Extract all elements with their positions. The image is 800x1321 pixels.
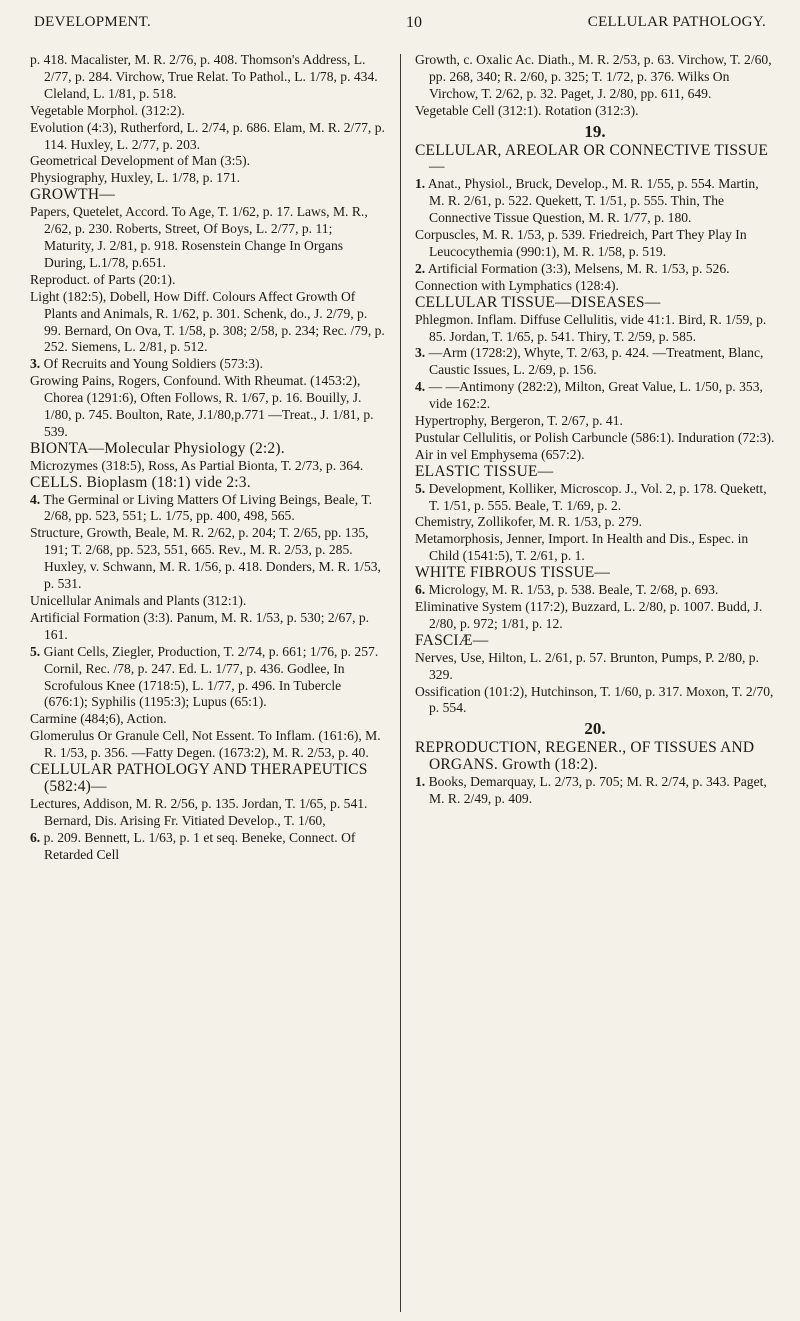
index-entry: [415, 52, 775, 103]
entry-text: Papers, Quetelet, Accord. To Age, T. 1/62, p. 17. Laws, M. R., 2/62, p. 230. Roberts, Street, Of Boys, L. 2/77, p. 11; Maturity, J. 2/81, p. 918. Rosenstein Change In Organs During, L.1/78, p.651.: [30, 204, 368, 270]
index-heading: CELLS. Bioplasm (18:1) vide 2:3.: [30, 473, 251, 491]
entry-text: Metamorphosis, Jenner, Import. In Health and Dis., Espec. in Child (1541:5), T. 2/61, p. 1.: [415, 531, 749, 564]
index-entry: [415, 447, 775, 464]
section-number: 20.: [584, 719, 606, 739]
entry-text: Unicellular Animals and Plants (312:1).: [30, 593, 247, 608]
entry-text: Evolution (4:3), Rutherford, L. 2/74, p. 686. Elam, M. R. 2/77, p. 114. Huxley, L. 2/77, p. 203.: [30, 119, 385, 152]
index-heading: CELLULAR, AREOLAR OR CONNECTIVE TISSUE—: [415, 141, 769, 176]
entry-marker: 5.: [30, 643, 41, 659]
index-heading: WHITE FIBROUS TISSUE—: [415, 564, 611, 582]
entry-text: Chemistry, Zollikofer, M. R. 1/53, p. 279.: [415, 514, 643, 530]
index-entry: [30, 711, 385, 728]
index-heading: GROWTH—: [30, 186, 115, 204]
entry-text: —Arm (1728:2), Whyte, T. 2/63, p. 424. —Treatment, Blanc, Caustic Issues, L. 2/69, p. 156.: [428, 345, 764, 378]
index-entry: [30, 153, 385, 170]
index-entry: [30, 120, 385, 154]
entry-marker: 5.: [415, 480, 426, 496]
index-entry: [415, 312, 775, 346]
index-entry: [415, 176, 775, 227]
entry-text: Connection with Lymphatics (128:4).: [415, 277, 619, 293]
entry-text: Geometrical Development of Man (3:5).: [30, 153, 251, 169]
entry-text: Lectures, Addison, M. R. 2/56, p. 135. Jordan, T. 1/65, p. 541. Bernard, Dis. Arising Fr. Vitiated Develop., T. 1/60,: [30, 795, 368, 828]
index-entry: [30, 728, 385, 762]
header-left: DEVELOPMENT.: [34, 14, 152, 30]
index-entry: [415, 684, 775, 718]
index-entry: [415, 261, 775, 278]
index-entry: [415, 582, 775, 599]
index-entry: [415, 103, 775, 120]
index-entry: [415, 531, 775, 565]
index-entry: [30, 170, 385, 187]
index-entry: [415, 413, 775, 430]
index-entry: [30, 796, 385, 830]
entry-text: Growing Pains, Rogers, Confound. With Rheumat. (1453:2), Chorea (1291:6), Often Follows, R. 1/67, p. 16. Bouilly, J. 1/80, p. 745. Boulton, Rate, J.1/80,p.771 —Treat., J. 1/81, p. 539.: [30, 373, 374, 439]
index-entry: [30, 830, 385, 864]
entry-text: — —Antimony (282:2), Milton, Great Value, L. 1/50, p. 353, vide 162:2.: [428, 379, 763, 412]
entry-text: Pustular Cellulitis, or Polish Carbuncle (586:1). Induration (72:3).: [415, 429, 775, 445]
entry-marker: 6.: [415, 582, 426, 598]
entry-text: Hypertrophy, Bergeron, T. 2/67, p. 41.: [415, 413, 623, 429]
entry-text: Growth, c. Oxalic Ac. Diath., M. R. 2/53, p. 63. Virchow, T. 2/60, pp. 268, 340; R. 2/60, p. 325; T. 1/72, p. 376. Wilks On Virchow, T. 2/62, p. 32. Paget, J. 2/80, pp. 611, 649.: [415, 52, 772, 101]
header-right: CELLULAR PATHOLOGY.: [587, 14, 766, 30]
entry-text: Books, Demarquay, L. 2/73, p. 705; M. R. 2/74, p. 343. Paget, M. R. 2/49, p. 409.: [428, 774, 767, 806]
entry-text: p. 418. Macalister, M. R. 2/76, p. 408. Thomson's Address, L. 2/77, p. 284. Virchow, True Relat. To Pathol., L. 1/78, p. 434. Cleland, L. 1/81, p. 518.: [30, 52, 378, 101]
index-entry: [30, 289, 385, 357]
index-entry: [30, 103, 385, 120]
right-column: [415, 52, 775, 808]
entry-text: Phlegmon. Inflam. Diffuse Cellulitis, vide 41:1. Bird, R. 1/59, p. 85. Jordan, T. 1/65, p. 541. Thiry, T. 2/59, p. 585.: [415, 311, 767, 344]
entry-text: Development, Kolliker, Microscop. J., Vol. 2, p. 178. Quekett, T. 1/51, p. 555. Beale, T. 1/69, p. 2.: [428, 480, 767, 513]
index-heading: REPRODUCTION, REGENER., OF TISSUES AND ORGANS. Growth (18:2).: [415, 739, 755, 774]
entry-text: Of Recruits and Young Soldiers (573:3).: [43, 356, 263, 372]
index-heading: ELASTIC TISSUE—: [415, 462, 554, 480]
entry-marker: 6.: [30, 829, 41, 845]
index-entry: [30, 52, 385, 103]
index-heading: CELLULAR TISSUE—DISEASES—: [415, 293, 661, 311]
running-header: [34, 14, 766, 36]
index-entry: [30, 272, 385, 289]
index-heading: CELLULAR PATHOLOGY AND THERAPEUTICS (582:4)—: [30, 761, 368, 795]
index-heading: BIONTA—Molecular Physiology (2:2).: [30, 439, 285, 457]
entry-text: Eliminative System (117:2), Buzzard, L. 2/80, p. 1007. Budd, J. 2/80, p. 972; 1/81, p. 12.: [415, 599, 763, 631]
entry-text: Structure, Growth, Beale, M. R. 2/62, p. 204; T. 2/65, pp. 135, 191; T. 2/68, pp. 523, 551, 665. Rev., M. R. 2/53, p. 285. Huxley, v. Schwann, M. R. 1/56, p. 418. Donders, M. R. 1/53, p. 531.: [30, 525, 381, 592]
index-entry: [415, 379, 775, 413]
entry-marker: 4.: [30, 491, 41, 507]
index-entry: [415, 227, 775, 261]
index-entry: [30, 492, 385, 526]
index-entry: [415, 278, 775, 295]
entry-text: The Germinal or Living Matters Of Living Beings, Beale, T. 2/68, pp. 523, 551; L. 1/75, pp. 400, 498, 565.: [43, 491, 373, 524]
entry-marker: 3.: [30, 356, 41, 372]
index-entry: [415, 481, 775, 515]
section-number: 19.: [584, 121, 606, 141]
entry-text: Giant Cells, Ziegler, Production, T. 2/74, p. 661; 1/76, p. 257. Cornil, Rec. /78, p. 247. Ed. L. 1/77, p. 436. Godlee, In Scrofulous Knee (1718:5), L. 1/77, p. 496. In Tubercle (676:1); Syphilis (1195:3); Lupus (65:1).: [43, 643, 379, 710]
entry-text: Vegetable Morphol. (312:2).: [30, 102, 185, 118]
index-entry: [415, 599, 775, 633]
entry-text: Microzymes (318:5), Ross, As Partial Bionta, T. 2/73, p. 364.: [30, 457, 364, 473]
entry-text: Reproduct. of Parts (20:1).: [30, 271, 176, 287]
index-entry: [30, 593, 385, 610]
entry-marker: 2.: [415, 260, 426, 276]
index-entry: [415, 774, 775, 808]
entry-text: Anat., Physiol., Bruck, Develop., M. R. 1/55, p. 554. Martin, M. R. 2/61, p. 522. Quekett, T. 1/51, p. 555. Thin, The Connective Tissue Question, M. R. 1/77, p. 180.: [427, 176, 759, 226]
index-entry: [30, 525, 385, 593]
entry-text: Artificial Formation (3:3). Panum, M. R. 1/53, p. 530; 2/67, p. 161.: [30, 609, 370, 642]
page-number: 10: [406, 14, 422, 31]
index-entry: [415, 514, 775, 531]
entry-marker: 4.: [415, 379, 426, 395]
index-entry: [30, 356, 385, 373]
index-entry: [30, 610, 385, 644]
entry-text: Light (182:5), Dobell, How Diff. Colours Affect Growth Of Plants and Animals, R. 1/62, p. 301. Schenk, do., J. 2/79, p. 99. Bernard, On Ova, T. 1/58, p. 308; 2/58, p. 234; Rec. /79, p. 252. Siemens, L. 2/81, p. 512.: [30, 288, 385, 355]
index-entry: [30, 373, 385, 441]
entry-text: Air in vel Emphysema (657:2).: [415, 446, 585, 462]
entry-marker: 3.: [415, 345, 426, 361]
index-entry: [415, 430, 775, 447]
entry-text: Micrology, M. R. 1/53, p. 538. Beale, T. 2/68, p. 693.: [428, 582, 719, 598]
entry-text: Ossification (101:2), Hutchinson, T. 1/60, p. 317. Moxon, T. 2/70, p. 554.: [415, 683, 774, 716]
index-entry: [415, 345, 775, 379]
entry-text: Artificial Formation (3:3), Melsens, M. R. 1/53, p. 526.: [427, 260, 730, 276]
index-entry: [415, 650, 775, 684]
index-entry: [30, 204, 385, 272]
entry-text: Carmine (484;6), Action.: [30, 711, 167, 727]
entry-text: Glomerulus Or Granule Cell, Not Essent. To Inflam. (161:6), M. R. 1/53, p. 356. —Fatty Degen. (1673:2), M. R. 2/53, p. 40.: [30, 728, 381, 761]
index-entry: [30, 644, 385, 712]
entry-text: p. 209. Bennett, L. 1/63, p. 1 et seq. Beneke, Connect. Of Retarded Cell: [43, 829, 356, 862]
entry-text: Nerves, Use, Hilton, L. 2/61, p. 57. Brunton, Pumps, P. 2/80, p. 329.: [415, 649, 759, 682]
column-divider: [400, 54, 401, 1312]
entry-text: Corpuscles, M. R. 1/53, p. 539. Friedreich, Part They Play In Leucocythemia (990:1), M. R. 1/58, p. 519.: [415, 227, 747, 259]
entry-marker: 1.: [415, 774, 426, 790]
left-column: [30, 52, 385, 864]
index-heading: FASCIÆ—: [415, 631, 489, 649]
entry-text: Vegetable Cell (312:1). Rotation (312:3).: [415, 102, 639, 118]
entry-text: Physiography, Huxley, L. 1/78, p. 171.: [30, 170, 241, 186]
index-entry: [30, 458, 385, 475]
entry-marker: 1.: [415, 176, 426, 192]
